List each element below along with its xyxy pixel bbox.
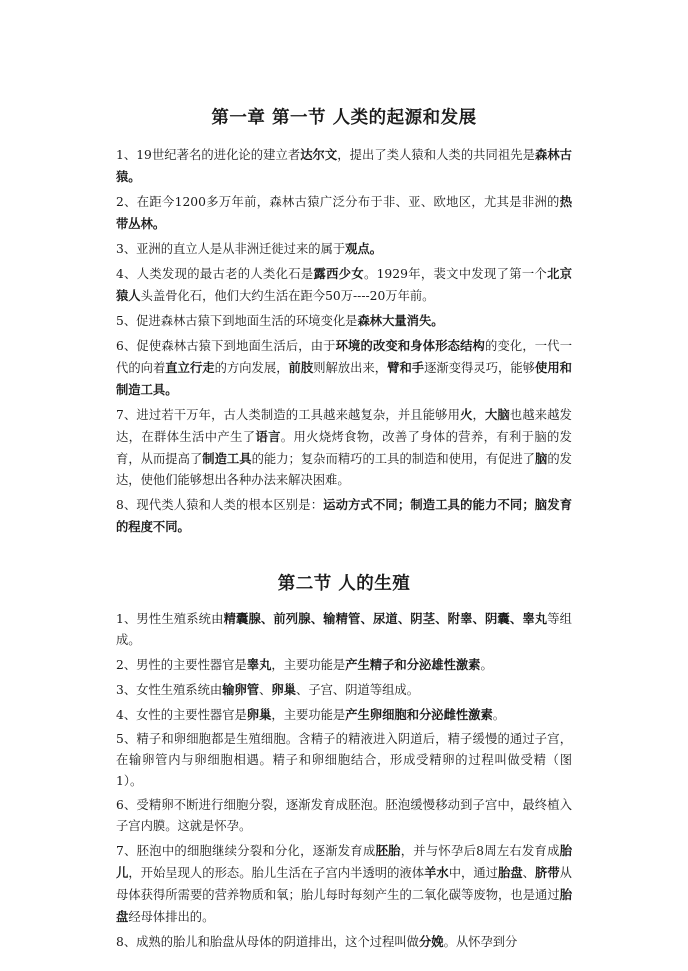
text-run: 4、女性的主要性器官是 [116,708,247,722]
bold-text: 分娩 [418,934,444,949]
bold-text: 前肢 [288,360,314,375]
bold-text: 环境的改变和身体形态结构 [335,338,485,353]
bold-text: 臂和手 [387,360,425,375]
list-item [116,335,572,401]
text-run: 的变化，一代一代的向着 [116,339,572,375]
bold-text: 大脑 [484,407,510,422]
text-run: ，主要功能是 [271,658,346,672]
text-run: 。1929年，裴文中发现了第一个 [363,267,548,281]
chapter1-list [116,144,572,538]
list-item [116,840,572,928]
bold-text: 直立行走 [165,360,215,375]
text-run: 7、胚泡中的细胞继续分裂和分化，逐渐发育成 [116,844,376,858]
bold-text: 使用和制造工具。 [116,360,572,397]
bold-text: 观点。 [345,241,383,256]
text-run: ，开始呈现人的形态。胎儿生活在子宫内半透明的液体 [128,866,425,880]
text-run: 等组成。 [116,612,572,647]
list-item [116,729,572,792]
text-run: ，提出了类人猿和人类的共同祖先是 [337,148,535,162]
text-run: 的发达，使他们能够想出各种办法来解决困难。 [116,452,572,487]
text-run: ， [472,408,485,422]
list-item [116,404,572,491]
text-run: 3、亚洲的直立人是从非洲迁徙过来的属于 [116,242,346,256]
bold-text: 露西少女 [313,266,364,281]
bold-text: 运动方式不同；制造工具的能力不同；脑发育的程度不同。 [116,497,572,534]
bold-text: 产生卵细胞和分泌雌性激素 [345,707,493,722]
text-run: 8、成熟的胎儿和胎盘从母体的阴道排出，这个过程叫做 [116,935,419,949]
chapter1-title: 第一章 第一节 人类的起源和发展 [211,108,477,128]
list-item [116,494,572,538]
text-run: 7、进过若干万年，古人类制造的工具越来越复杂，并且能够用 [116,408,461,422]
text-run: ，并与怀孕后8周左右发育成 [400,844,560,858]
section2-list [116,608,572,953]
bold-text: 达尔文 [300,147,338,162]
list-item [116,238,572,260]
bold-text: 热带丛林。 [116,194,572,231]
text-run: ，主要功能是 [271,708,346,722]
list-item [116,608,572,651]
bold-text: 胎儿 [116,843,573,880]
bold-text: 森林大量消失。 [357,313,444,328]
text-run: 3、女性生殖系统由 [116,683,223,697]
text-run: 1、男性生殖系统由 [116,612,224,626]
section2-title: 第二节 人的生殖 [277,574,411,594]
text-run: 4、人类发现的最古老的人类化石是 [116,267,314,281]
bold-text: 输卵管 [222,682,260,697]
text-run: 。用火烧烤食物，改善了身体的营养，有利于脑的发育，从而提高了 [116,430,572,466]
text-run: 、 [259,683,272,697]
bold-text: 精囊腺、前列腺、输精管、尿道、阴茎、附睾、阴囊、睾丸 [223,611,548,626]
list-item [116,795,572,837]
list-item [116,310,572,332]
bold-text: 语言 [255,429,281,444]
text-run: 、 [522,866,535,880]
bold-text: 北京猿人 [116,266,572,303]
bold-text: 胚胎 [375,843,401,858]
text-run: 、子宫、阴道等组成。 [296,683,420,697]
text-run: 。 [492,708,506,722]
list-item [116,654,572,676]
text-run: 。 [480,658,493,672]
text-run: 逐渐变得灵巧，能够 [424,361,535,375]
bold-text: 火 [460,407,473,422]
bold-text: 卵巢 [246,707,272,722]
text-run: 经母体排出的。 [128,910,215,924]
text-run: 中，通过 [448,866,499,880]
bold-text: 森林古猿。 [116,147,572,184]
text-run: 也越来越发达，在群体生活中产生了 [116,408,572,444]
list-item [116,191,572,235]
bold-text: 产生精子和分泌雄性激素 [345,657,481,672]
text-run: 则解放出来， [313,361,388,375]
text-run: 5、精子和卵细胞都是生殖细胞。含精子的精液进入阴道后，精子缓慢的通过子宫，在输卵管内与卵细胞相遇。精子和卵细胞结合，形成受精卵的过程叫做受精（图1）。 [116,732,572,788]
list-item [116,704,572,726]
list-item [116,263,572,307]
text-run: 2、男性的主要性器官是 [116,658,247,672]
bold-text: 卵巢 [271,682,297,697]
text-run: 5、促进森林古猿下到地面生活的环境变化是 [116,314,358,328]
text-run: 1、19世纪著名的进化论的建立者 [116,148,301,162]
list-item [116,931,572,953]
bold-text: 胎盘 [116,887,572,924]
bold-text: 睾丸 [246,657,272,672]
bold-text: 制造工具 [202,451,252,466]
text-run: 的方向发展， [214,361,289,375]
bold-text: 脑 [535,451,548,466]
text-run: 6、受精卵不断进行细胞分裂，逐渐发育成胚泡。胚泡缓慢移动到子宫中，最终植入子宫内膜。这就是怀孕。 [116,798,572,833]
list-item [116,144,572,188]
text-run: 6、促使森林古猿下到地面生活后，由于 [116,339,336,353]
list-item [116,679,572,701]
text-run: 2、在距今1200多万年前，森林古猿广泛分布于非、亚、欧地区，尤其是非洲的 [116,195,560,209]
bold-text: 脐带 [535,865,560,880]
text-run: 的能力；复杂而精巧的工具的制造和使用，有促进了 [251,452,535,466]
bold-text: 胎盘 [498,865,523,880]
bold-text: 羊水 [424,865,449,880]
text-run: 8、现代类人猿和人类的根本区别是： [116,498,324,512]
text-run: 头盖骨化石，他们大约生活在距今50万----20万年前。 [140,289,435,303]
text-run: 从母体获得所需要的营养物质和氧；胎儿每时每刻产生的二氧化碳等废物，也是通过 [116,866,572,902]
text-run: 。从怀孕到分 [443,935,518,949]
